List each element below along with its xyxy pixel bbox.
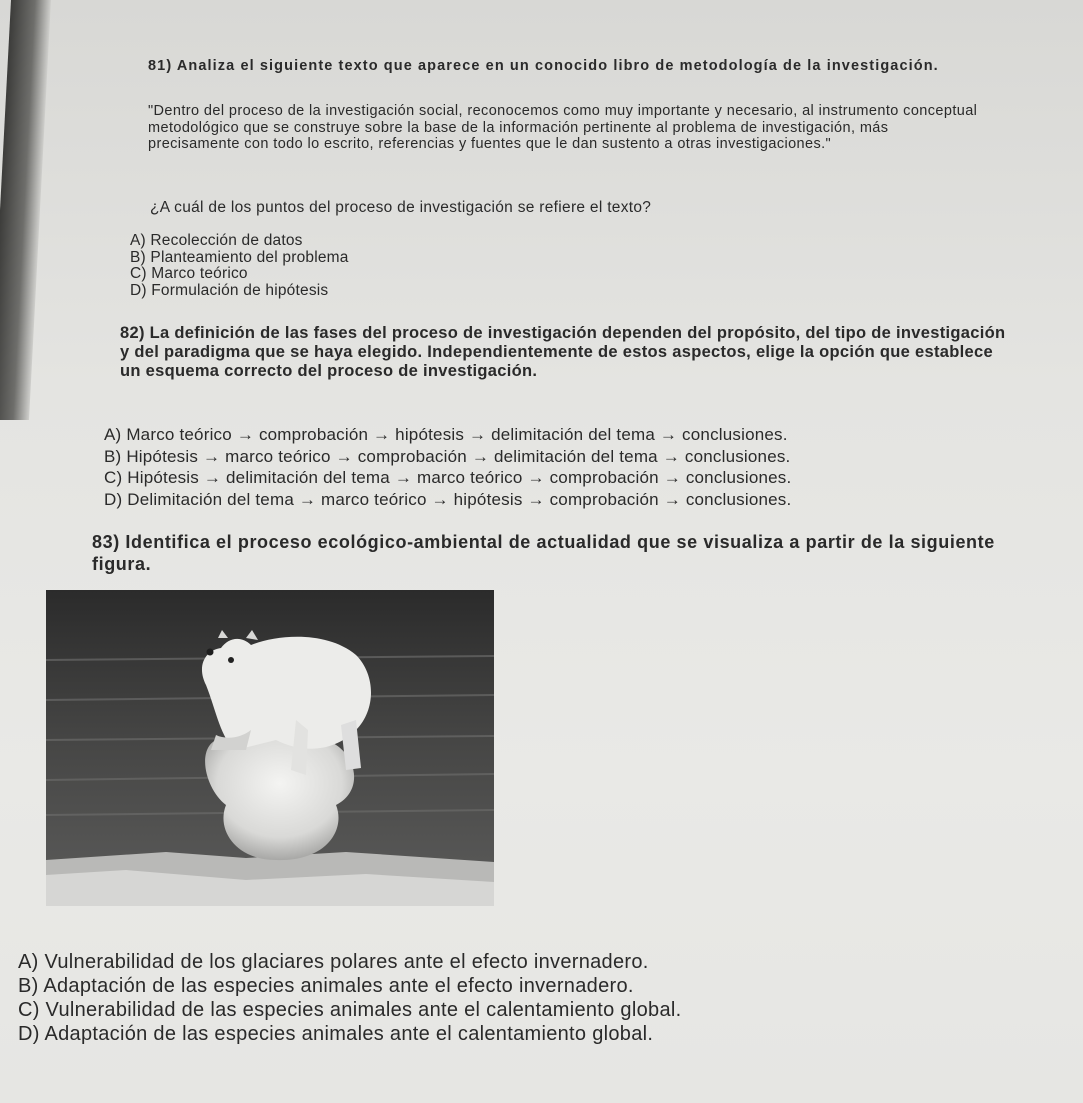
option-83-d[interactable]: D) Adaptación de las especies animales ante el calentamiento global. [18,1023,654,1045]
option-81-b[interactable]: B) Planteamiento del problema [130,248,349,266]
option-83-c[interactable]: C) Vulnerabilidad de las especies animales ante el calentamiento global. [18,999,682,1021]
option-82-b[interactable]: B) Hipótesis → marco teórico → comprobación → delimitación del tema → conclusiones. [104,446,791,466]
question-81-prompt: ¿A cuál de los puntos del proceso de investigación se refiere el texto? [150,199,652,216]
option-82-a[interactable]: A) Marco teórico → comprobación → hipótesis → delimitación del tema → conclusiones. [104,425,788,444]
option-83-b[interactable]: B) Adaptación de las especies animales ante el efecto invernadero. [18,975,634,997]
question-81-quote: "Dentro del proceso de la investigación social, reconocemos como muy importante y necesario, al instrumento conceptual metodológico que se construye sobre la base de la información pertinente al problema de investigación, más precisamente con todo lo escrito, referencias y fuentes que le dan sustento a otras investigaciones." [148,103,978,152]
option-81-c[interactable]: C) Marco teórico [130,265,248,282]
question-82-heading: 82) La definición de las fases del proceso de investigación dependen del propósito, del tipo de investigación y del paradigma que se haya elegido. Independientemente de estos aspectos, elige la opción que establece un esquema correcto del proceso de investigación. [120,324,1006,380]
polar-bear-on-melting-ice-icon [46,590,494,906]
page-shadow-edge [0,0,51,420]
option-81-a[interactable]: A) Recolección de datos [130,232,303,249]
question-82-options [104,424,791,510]
option-83-a[interactable]: A) Vulnerabilidad de los glaciares polares ante el efecto invernadero. [18,951,649,973]
question-81-heading: 81) Analiza el siguiente texto que aparece en un conocido libro de metodología de la investigación. [148,58,939,74]
option-81-d[interactable]: D) Formulación de hipótesis [130,281,329,299]
option-82-c[interactable]: C) Hipótesis → delimitación del tema → marco teórico → comprobación → conclusiones. [104,468,792,487]
question-81-options [130,233,349,299]
question-83-options [18,950,681,1046]
option-82-d[interactable]: D) Delimitación del tema → marco teórico → hipótesis → comprobación → conclusiones. [104,489,792,509]
question-83-heading: 83) Identifica el proceso ecológico-ambiental de actualidad que se visualiza a partir de la siguiente figura. [92,532,995,574]
